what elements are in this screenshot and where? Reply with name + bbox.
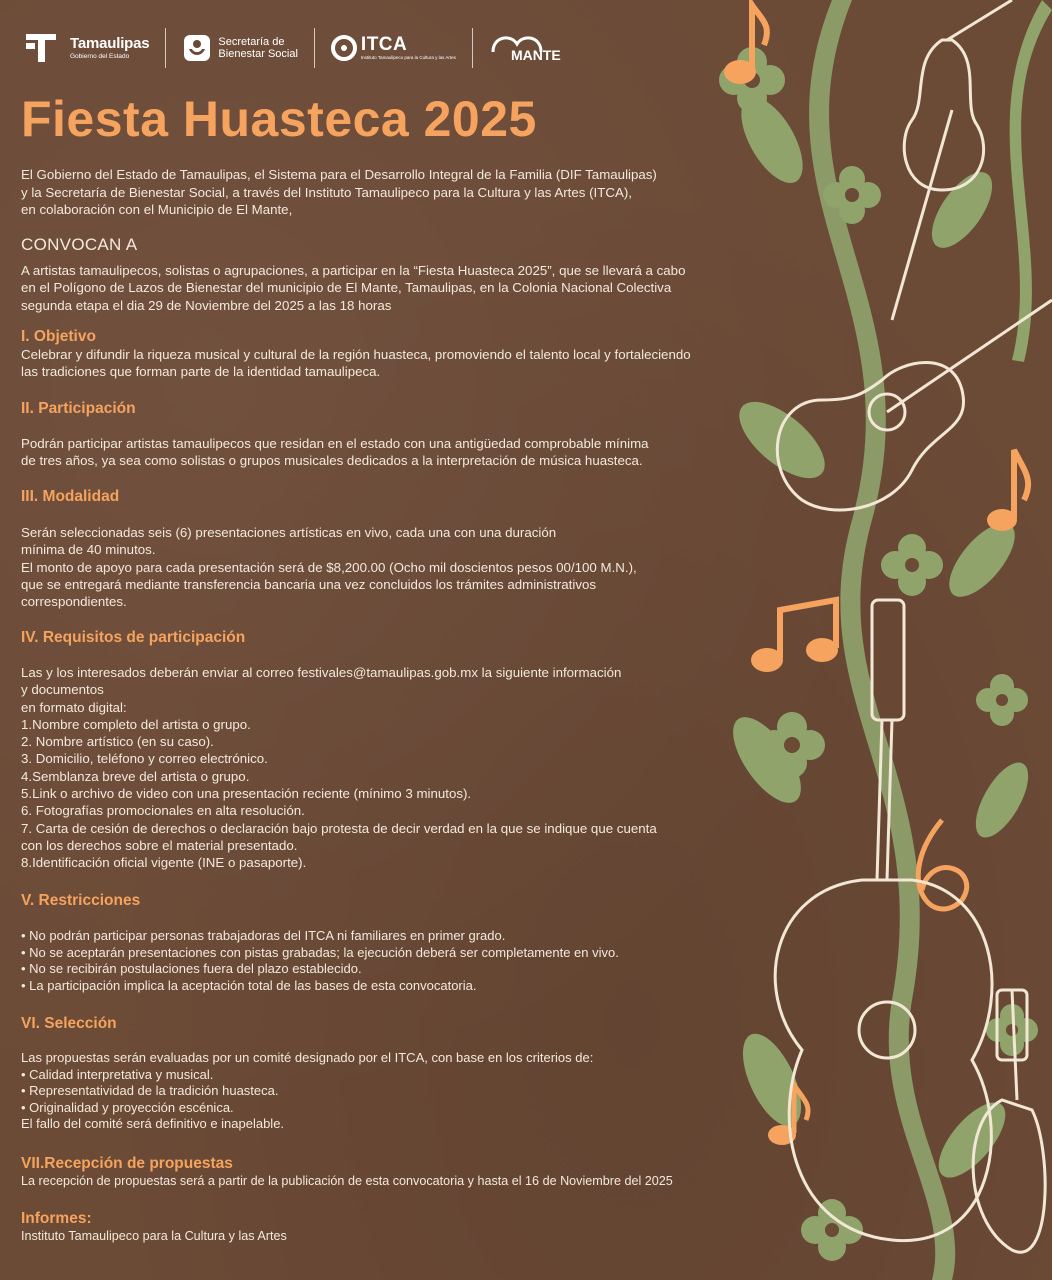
list-item: 3. Domicilio, teléfono y correo electrónico. [21, 751, 268, 767]
section-recepcion-heading: VII.Recepción de propuestas [21, 1155, 233, 1172]
section-restricciones-body [21, 928, 619, 994]
call-line: A artistas tamaulipecos, solistas o agrupaciones, a participar en la “Fiesta Huasteca 2025”, que se llevará a cabo [21, 263, 686, 278]
main-content [21, 91, 741, 1243]
list-item: 4.Semblanza breve del artista o grupo. [21, 768, 250, 784]
call-paragraph [21, 262, 685, 314]
body-line: que se entregará mediante transferencia bancaria una vez concluidos los trámites administrativos [21, 576, 597, 592]
list-item: • Representatividad de la tradición huasteca. [21, 1083, 279, 1098]
section-participacion-body [21, 435, 649, 470]
convocan-heading: CONVOCAN A [21, 235, 138, 254]
informes-body: Instituto Tamaulipeco para la Cultura y las Artes [21, 1229, 287, 1243]
informes-heading: Informes: [21, 1210, 92, 1227]
section-seleccion-heading: VI. Selección [21, 1015, 117, 1032]
body-line: Serán seleccionadas seis (6) presentaciones artísticas en vivo, cada una con una duración [21, 525, 557, 540]
list-item: 8.Identificación oficial vigente (INE o pasaporte). [21, 855, 307, 871]
list-item: 6. Fotografías promocionales en alta resolución. [21, 803, 305, 819]
tamaulipas-logo-name: Tamaulipas [70, 34, 150, 52]
page-title: Fiesta Huasteca 2025 [21, 91, 537, 147]
list-item: • No podrán participar personas trabajadoras del ITCA ni familiares en primer grado. [21, 928, 506, 943]
list-item: 1.Nombre completo del artista o grupo. [21, 716, 251, 732]
logo-divider [314, 28, 315, 68]
list-item: 2. Nombre artístico (en su caso). [21, 734, 214, 750]
body-line: El fallo del comité será definitivo e inapelable. [21, 1116, 285, 1131]
itca-logo [331, 35, 456, 61]
intro-paragraph [21, 166, 657, 219]
body-line: Podrán participar artistas tamaulipecos que residan en el estado con una antigüedad comprobable mínima [21, 436, 649, 451]
list-item: • La participación implica la aceptación total de las bases de esta convocatoria. [21, 977, 477, 993]
section-restricciones-heading: V. Restricciones [21, 892, 141, 909]
body-line: en formato digital: [21, 699, 127, 715]
hands-icon [182, 33, 212, 63]
list-item: con los derechos sobre el material presentado. [21, 837, 298, 853]
section-objetivo-heading: I. Objetivo [21, 328, 96, 345]
sbs-logo-line2: Bienestar Social [218, 48, 298, 60]
body-line: de tres años, ya sea como solistas o grupos musicales dedicados a la interpretación de música huasteca. [21, 453, 643, 469]
section-objetivo-body [21, 346, 691, 381]
section-seleccion-body [21, 1050, 593, 1133]
list-item: • Calidad interpretativa y musical. [21, 1066, 214, 1082]
list-item: • No se recibirán postulaciones fuera del plazo establecido. [21, 961, 362, 976]
logo-bar [22, 26, 571, 70]
tamaulipas-logo-sub: Gobierno del Estado [70, 52, 130, 60]
section-modalidad-heading: III. Modalidad [21, 488, 120, 505]
body-line: las tradiciones que forman parte de la identidad tamaulipeca. [21, 364, 381, 380]
body-line: y documentos [21, 682, 104, 698]
section-modalidad-body [21, 524, 637, 610]
logo-divider [472, 28, 473, 68]
body-line: correspondientes. [21, 594, 127, 610]
intro-line: en colaboración con el Municipio de El Mante, [21, 202, 293, 217]
section-requisitos-body [21, 664, 657, 872]
body-line: mínima de 40 minutos. [21, 542, 156, 558]
instruments-illustration [712, 0, 1052, 1280]
body-line: Las y los interesados deberán enviar al correo festivales@tamaulipas.gob.mx la siguiente información [21, 665, 622, 680]
section-requisitos-heading: IV. Requisitos de participación [21, 629, 246, 646]
sbs-logo-line1: Secretaría de [218, 35, 285, 48]
mante-logo-text: MANTE [510, 47, 561, 63]
call-line: segunda etapa el dia 29 de Noviembre del 2025 a las 18 horas [21, 297, 392, 313]
list-item: 5.Link o archivo de video con una presentación reciente (mínimo 3 minutos). [21, 786, 472, 802]
list-item: • No se aceptarán presentaciones con pistas grabadas; la ejecución deberá ser completamente en vivo. [21, 944, 619, 960]
list-item: 7. Carta de cesión de derechos o declaración bajo protesta de decir verdad en la que se indique que cuenta [21, 820, 657, 836]
call-line: en el Polígono de Lazos de Bienestar del municipio de El Mante, Tamaulipas, en la Colonia Nacional Colectiva [21, 280, 672, 296]
mante-logo [489, 30, 571, 66]
body-line: Las propuestas serán evaluadas por un comité designado por el ITCA, con base en los criterios de: [21, 1050, 594, 1065]
itca-logo-name: ITCA [360, 34, 408, 56]
section-participacion-heading: II. Participación [21, 400, 136, 417]
intro-line: El Gobierno del Estado de Tamaulipas, el Sistema para el Desarrollo Integral de la Familia (DIF Tamaulipas) [21, 167, 657, 182]
intro-line: y la Secretaría de Bienestar Social, a través del Instituto Tamaulipeco para la Cultura y las Artes (ITCA), [21, 184, 632, 200]
body-line: El monto de apoyo para cada presentación será de $8,200.00 (Ocho mil doscientos pesos 00/100 M.N.), [21, 559, 637, 575]
tamaulipas-logo [22, 28, 149, 68]
logo-divider [165, 28, 166, 68]
section-recepcion-body: La recepción de propuestas será a partir de la publicación de esta convocatoria y hasta el 16 de Noviembre del 2025 [21, 1174, 673, 1188]
itca-logo-sub: Instituto Tamaulipeco para la Cultura y las Artes [360, 55, 456, 61]
list-item: • Originalidad y proyección escénica. [21, 1099, 234, 1115]
tamaulipas-mark-icon [22, 28, 62, 68]
sbs-logo [182, 33, 298, 63]
mante-logo-mark [489, 30, 571, 66]
itca-mark-icon [331, 35, 357, 61]
body-line: Celebrar y difundir la riqueza musical y cultural de la región huasteca, promoviendo el talento local y fortaleciendo [21, 347, 691, 362]
